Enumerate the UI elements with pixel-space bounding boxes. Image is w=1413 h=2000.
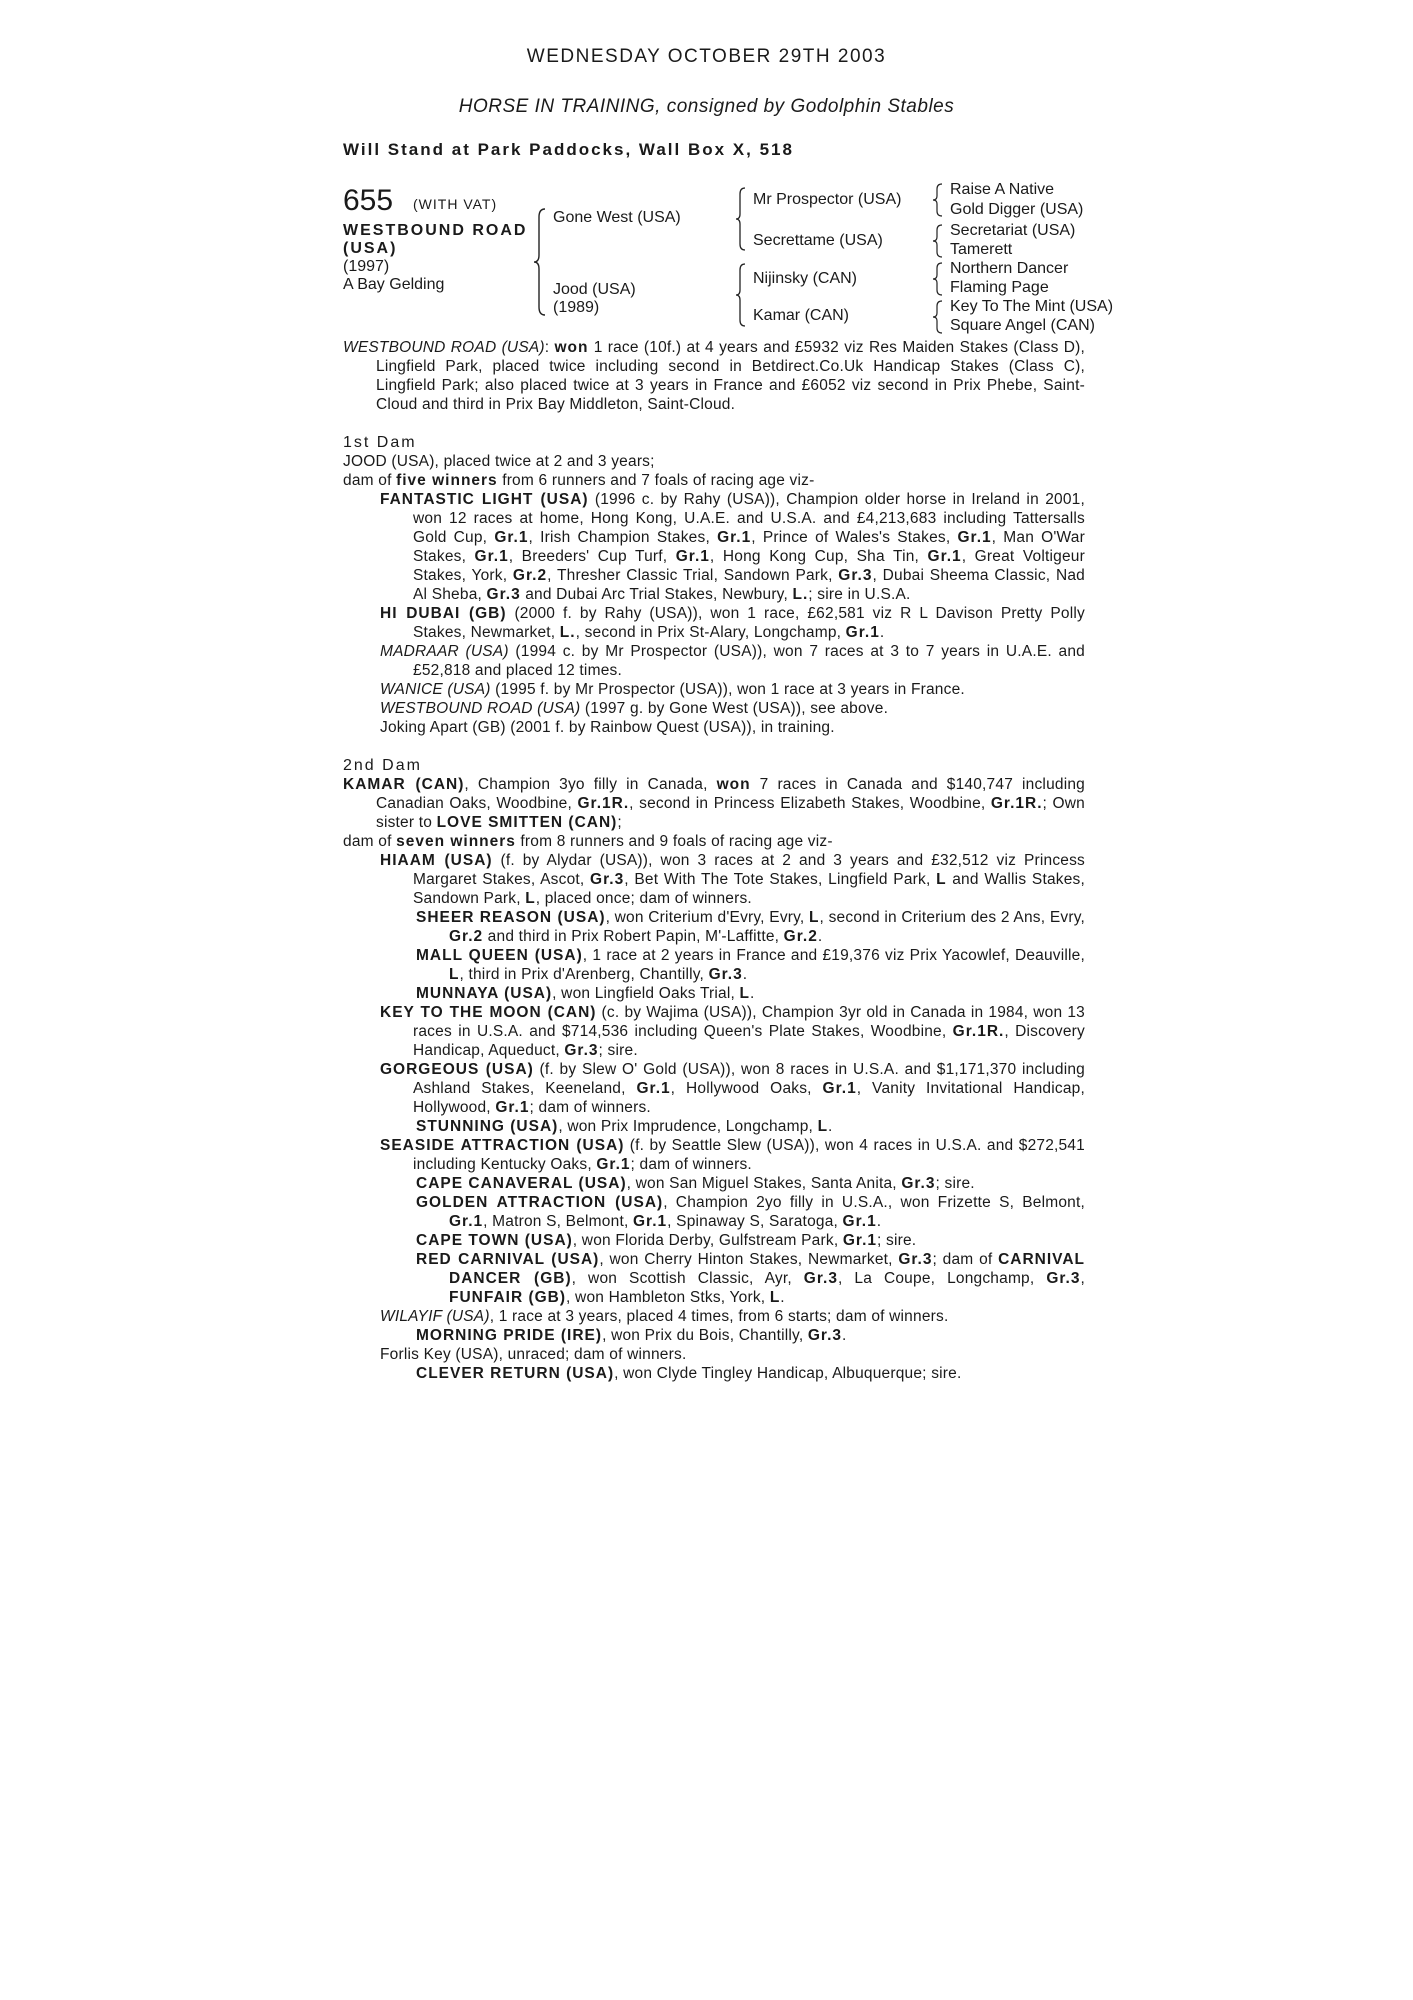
catalogue-body bbox=[343, 338, 1085, 1383]
produce-morning-pride: MORNING PRIDE (IRE), won Prix du Bois, Chantilly, Gr.3. bbox=[416, 1327, 847, 1344]
brace-icon bbox=[932, 182, 944, 218]
second-dam-heading: 2nd Dam bbox=[343, 757, 422, 774]
produce-hi-dubai: HI DUBAI (GB) (2000 f. by Rahy (USA)), won 1 race, £62,581 viz R L Davison Pretty Polly Stakes, Newmarket, L., second in Prix St-Alary, Longchamp, Gr.1. bbox=[380, 605, 1085, 641]
first-dam-heading: 1st Dam bbox=[343, 434, 417, 451]
pedigree-brace-dd bbox=[932, 299, 944, 335]
produce-mall-queen: MALL QUEEN (USA), 1 race at 2 years in France and £19,376 viz Prix Yacowlef, Deauville, L, third in Prix d'Arenberg, Chantilly, Gr.3. bbox=[416, 947, 1086, 983]
pedigree-sss: Raise A Native bbox=[950, 181, 1055, 198]
produce-stunning: STUNNING (USA), won Prix Imprudence, Longchamp, L. bbox=[416, 1118, 833, 1135]
horse-country: (USA) bbox=[343, 240, 398, 257]
first-dam-record: JOOD (USA), placed twice at 2 and 3 years; bbox=[343, 453, 655, 470]
produce-key-to-the-moon: KEY TO THE MOON (CAN) (c. by Wajima (USA)), Champion 3yr old in Canada in 1984, won 13 races in U.S.A. and $714,536 including Queen's Plate Stakes, Woodbine, Gr.1R., Discovery Handicap, Aqueduct, Gr.3; sire. bbox=[380, 1004, 1085, 1059]
produce-wilayif: WILAYIF (USA), 1 race at 3 years, placed 4 times, from 6 starts; dam of winners. bbox=[380, 1308, 949, 1325]
pedigree-dam-dam: Kamar (CAN) bbox=[753, 307, 850, 324]
vat-note: (WITH VAT) bbox=[413, 196, 498, 212]
brace-icon bbox=[932, 223, 944, 259]
produce-munnaya: MUNNAYA (USA), won Lingfield Oaks Trial, L. bbox=[416, 985, 755, 1002]
brace-icon bbox=[735, 262, 747, 328]
produce-joking-apart: Joking Apart (GB) (2001 f. by Rainbow Quest (USA)), in training. bbox=[380, 719, 835, 736]
pedigree-dam: Jood (USA) bbox=[553, 281, 636, 298]
pedigree-dss: Northern Dancer bbox=[950, 260, 1069, 277]
produce-red-carnival: RED CARNIVAL (USA), won Cherry Hinton Stakes, Newmarket, Gr.3; dam of CARNIVAL DANCER (GB), won Scottish Classic, Ayr, Gr.3, La Coupe, Longchamp, Gr.3, FUNFAIR (GB), won Hambleton Stks, York, L. bbox=[416, 1251, 1085, 1306]
produce-fantastic-light: FANTASTIC LIGHT (USA) (1996 c. by Rahy (USA)), Champion older horse in Ireland in 2001, won 12 races at home, Hong Kong, U.A.E. and U.S.A. and £4,213,683 including Tattersalls Gold Cup, Gr.1, Irish Champion Stakes, Gr.1, Prince of Wales's Stakes, Gr.1, Man O'War Stakes, Gr.1, Breeders' Cup Turf, Gr.1, Hong Kong Cup, Sha Tin, Gr.1, Great Voltigeur Stakes, York, Gr.2, Thresher Classic Trial, Sandown Park, Gr.3, Dubai Sheema Classic, Nad Al Sheba, Gr.3 and Dubai Arc Trial Stakes, Newbury, L.; sire in U.S.A. bbox=[380, 491, 1085, 603]
second-dam-produce-summary: dam of seven winners from 8 runners and 9 foals of racing age viz- bbox=[343, 833, 833, 850]
pedigree-sire: Gone West (USA) bbox=[553, 209, 681, 226]
pedigree-dsd: Flaming Page bbox=[950, 279, 1049, 296]
pedigree-brace-dam bbox=[735, 262, 747, 328]
pedigree-sire-sire: Mr Prospector (USA) bbox=[753, 191, 902, 208]
produce-westbound-road: WESTBOUND ROAD (USA) (1997 g. by Gone West (USA)), see above. bbox=[380, 700, 889, 717]
produce-wanice: WANICE (USA) (1995 f. by Mr Prospector (USA)), won 1 race at 3 years in France. bbox=[380, 681, 965, 698]
produce-sheer-reason: SHEER REASON (USA), won Criterium d'Evry, Evry, L, second in Criterium des 2 Ans, Evry, Gr.2 and third in Prix Robert Papin, M'-Laffitte, Gr.2. bbox=[416, 909, 1085, 945]
pedigree-dam-year: (1989) bbox=[553, 299, 600, 316]
brace-icon bbox=[932, 261, 944, 297]
pedigree-brace-ds bbox=[932, 261, 944, 297]
produce-seaside-attraction: SEASIDE ATTRACTION (USA) (f. by Seattle Slew (USA)), won 4 races in U.S.A. and $272,541 including Kentucky Oaks, Gr.1; dam of winners. bbox=[380, 1137, 1085, 1173]
produce-cape-canaveral: CAPE CANAVERAL (USA), won San Miguel Stakes, Santa Anita, Gr.3; sire. bbox=[416, 1175, 975, 1192]
produce-clever-return: CLEVER RETURN (USA), won Clyde Tingley Handicap, Albuquerque; sire. bbox=[416, 1365, 962, 1382]
pedigree-ssd: Gold Digger (USA) bbox=[950, 201, 1084, 218]
pedigree-sds: Secretariat (USA) bbox=[950, 222, 1076, 239]
consignment-line: HORSE IN TRAINING, consigned by Godolphin Stables bbox=[458, 96, 955, 117]
pedigree-dds: Key To The Mint (USA) bbox=[950, 298, 1114, 315]
brace-icon bbox=[735, 186, 747, 252]
brace-icon bbox=[533, 207, 547, 317]
horse-year: (1997) bbox=[343, 258, 390, 275]
pedigree-brace-sire bbox=[735, 186, 747, 252]
pedigree-ddd: Square Angel (CAN) bbox=[950, 317, 1095, 334]
produce-golden-attraction: GOLDEN ATTRACTION (USA), Champion 2yo filly in U.S.A., won Frizette S, Belmont, Gr.1, Matron S, Belmont, Gr.1, Spinaway S, Saratoga, Gr.1. bbox=[416, 1194, 1085, 1230]
horse-name: WESTBOUND ROAD bbox=[343, 222, 528, 239]
pedigree-brace-main bbox=[533, 207, 547, 317]
pedigree-brace-ss bbox=[932, 182, 944, 218]
produce-hiaam: HIAAM (USA) (f. by Alydar (USA)), won 3 races at 2 and 3 years and £32,512 viz Princess Margaret Stakes, Ascot, Gr.3, Bet With The Tote Stakes, Lingfield Park, L and Wallis Stakes, Sandown Park, L, placed once; dam of winners. bbox=[380, 852, 1086, 907]
brace-icon bbox=[932, 299, 944, 335]
pedigree-dam-sire: Nijinsky (CAN) bbox=[753, 270, 857, 287]
sale-date: WEDNESDAY OCTOBER 29TH 2003 bbox=[526, 46, 887, 67]
first-dam-produce-summary: dam of five winners from 6 runners and 7 foals of racing age viz- bbox=[343, 472, 815, 489]
produce-madraar: MADRAAR (USA) (1994 c. by Mr Prospector (USA)), won 7 races at 3 to 7 years in U.A.E. and £52,818 and placed 12 times. bbox=[380, 643, 1085, 679]
pedigree-brace-sd bbox=[932, 223, 944, 259]
pedigree-sdd: Tamerett bbox=[950, 241, 1013, 258]
horse-description: A Bay Gelding bbox=[343, 276, 445, 293]
produce-forlis-key: Forlis Key (USA), unraced; dam of winners. bbox=[380, 1346, 687, 1363]
lot-number: 655 bbox=[343, 184, 394, 217]
race-record: WESTBOUND ROAD (USA): won 1 race (10f.) at 4 years and £5932 viz Res Maiden Stakes (Class D), Lingfield Park, placed twice including second in Betdirect.Co.Uk Handicap Stakes (Class C), Lingfield Park; also placed twice at 3 years in France and £6052 viz second in Prix Phebe, Saint-Cloud and third in Prix Bay Middleton, Saint-Cloud. bbox=[343, 339, 1085, 413]
stand-location: Will Stand at Park Paddocks, Wall Box X, 518 bbox=[343, 140, 794, 159]
second-dam-record: KAMAR (CAN), Champion 3yo filly in Canada, won 7 races in Canada and $140,747 including Canadian Oaks, Woodbine, Gr.1R., second in Princess Elizabeth Stakes, Woodbine, Gr.1R.; Own sister to LOVE SMITTEN (CAN); bbox=[343, 776, 1086, 831]
pedigree-sire-dam: Secrettame (USA) bbox=[753, 232, 883, 249]
horse-info bbox=[343, 222, 527, 294]
produce-gorgeous: GORGEOUS (USA) (f. by Slew O' Gold (USA)), won 8 races in U.S.A. and $1,171,370 including Ashland Stakes, Keeneland, Gr.1, Hollywood Oaks, Gr.1, Vanity Invitational Handicap, Hollywood, Gr.1; dam of winners. bbox=[380, 1061, 1085, 1116]
produce-cape-town: CAPE TOWN (USA), won Florida Derby, Gulfstream Park, Gr.1; sire. bbox=[416, 1232, 917, 1249]
